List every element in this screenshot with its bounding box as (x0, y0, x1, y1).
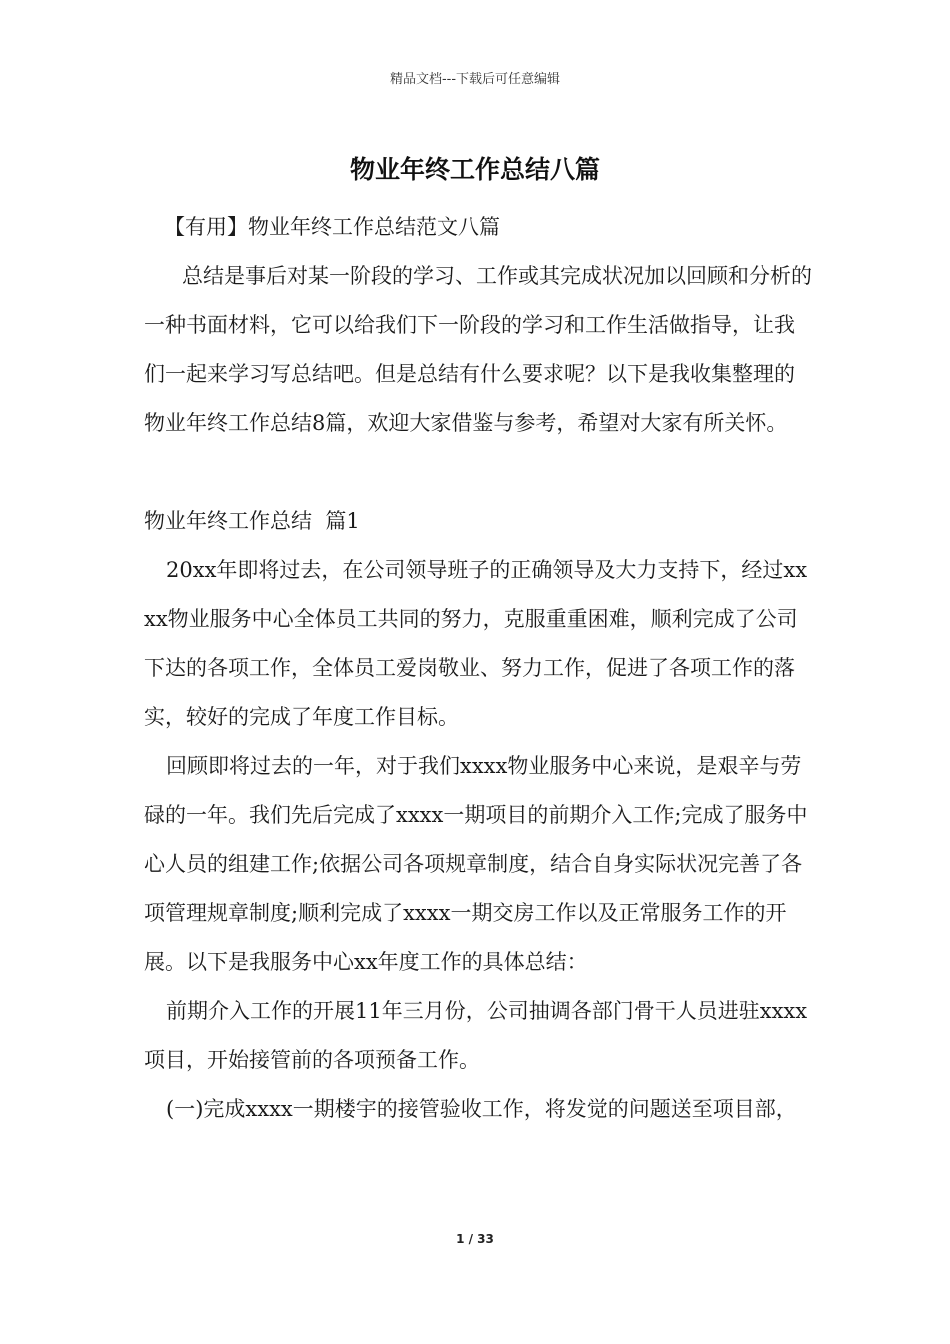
section-paragraph: 前期介入工作的开展11年三月份，公司抽调各部门骨干人员进驻xxxx项目，开始接管前的各项预备工作。 (144, 999, 808, 1072)
document-body (144, 203, 812, 1134)
section-heading: 物业年终工作总结 篇1 (144, 509, 360, 533)
document-subtitle: 【有用】物业年终工作总结范文八篇 (164, 215, 500, 239)
section-paragraph: 回顾即将过去的一年，对于我们xxxx物业服务中心来说，是艰辛与劳碌的一年。我们先后完成了xxxx一期项目的前期介入工作;完成了服务中心人员的组建工作;依据公司各项规章制度，结合自身实际状况完善了各项管理规章制度;顺利完成了xxxx一期交房工作以及正常服务工作的开展。以下是我服务中心xx年度工作的具体总结： (144, 754, 808, 974)
section-paragraph: 20xx年即将过去，在公司领导班子的正确领导及大力支持下，经过xxxx物业服务中心全体员工共同的努力，克服重重困难，顺利完成了公司下达的各项工作，全体员工爱岗敬业、努力工作，促进了各项工作的落实，较好的完成了年度工作目标。 (144, 558, 808, 729)
page-header: 精品文档---下载后可任意编辑 (389, 72, 561, 87)
document-title: 物业年终工作总结八篇 (349, 155, 600, 184)
intro-paragraph: 总结是事后对某一阶段的学习、工作或其完成状况加以回顾和分析的一种书面材料，它可以给我们下一阶段的学习和工作生活做指导，让我们一起来学习写总结吧。但是总结有什么要求呢？以下是我收集整理的物业年终工作总结8篇，欢迎大家借鉴与参考，希望对大家有所关怀。 (144, 264, 812, 435)
section-list-item: (一)完成xxxx一期楼宇的接管验收工作，将发觉的问题送至项目部， (166, 1097, 797, 1121)
page-number-indicator: 1 / 33 (456, 1232, 494, 1246)
paragraph-spacer (144, 448, 812, 497)
